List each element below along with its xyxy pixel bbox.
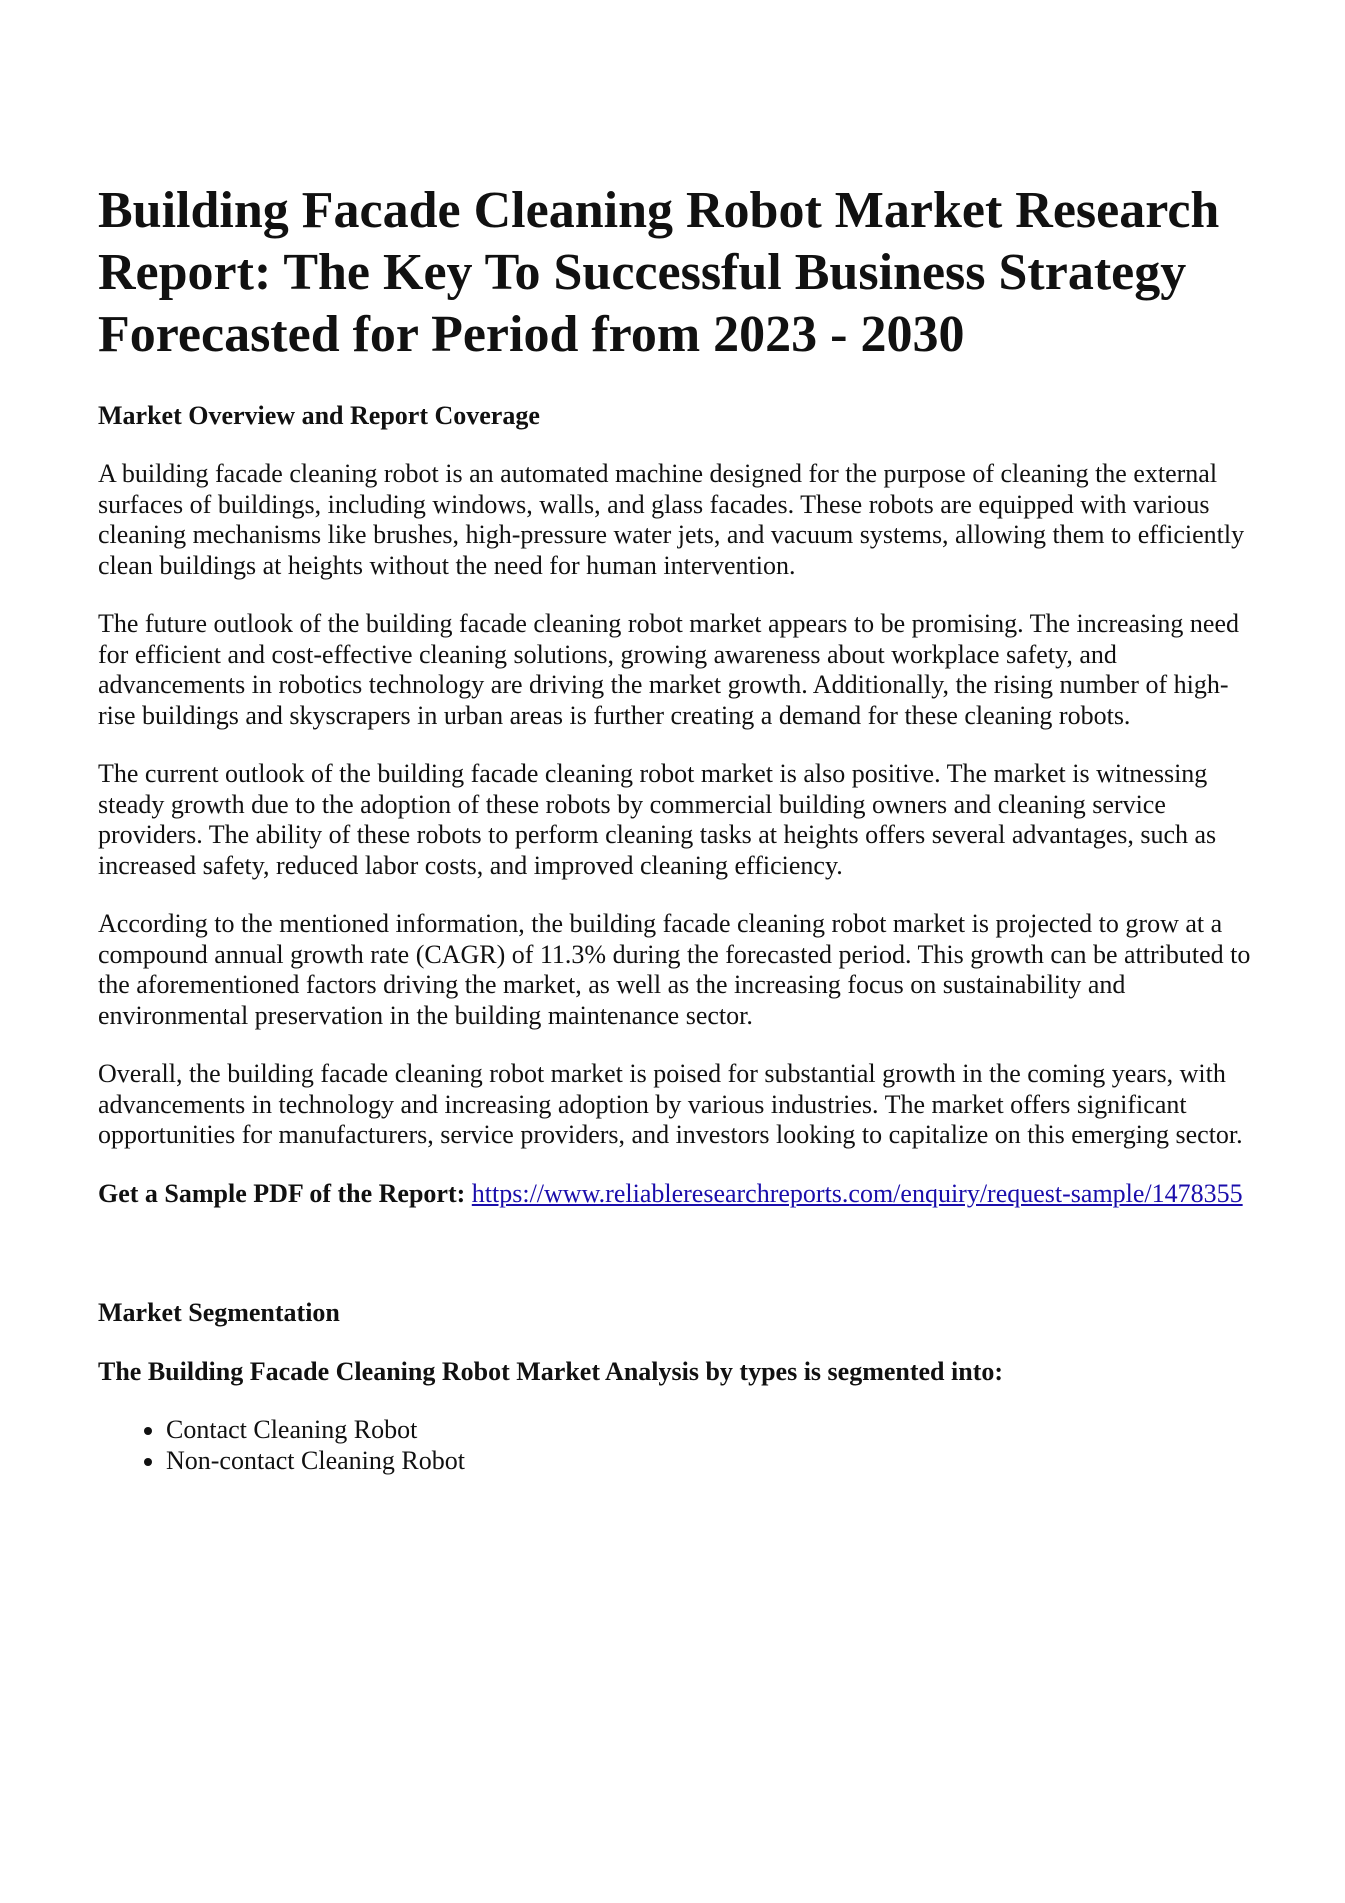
- overview-paragraph-3: The current outlook of the building facade cleaning robot market is also positive. The market is witnessing steady growth due to the adoption of these robots by commercial building owners and cleaning service providers. The ability of these robots to perform cleaning tasks at heights offers several advantages, such as increased safety, reduced labor costs, and improved cleaning efficiency.: [98, 759, 1217, 880]
- document-page: [98, 180, 1258, 1476]
- segmentation-heading: Market Segmentation: [98, 1298, 340, 1327]
- sample-pdf-link[interactable]: https://www.reliableresearchreports.com/enquiry/request-sample/1478355: [471, 1178, 1243, 1208]
- overview-paragraph-1: A building facade cleaning robot is an automated machine designed for the purpose of cleaning the external surfaces of buildings, including windows, walls, and glass facades. These robots are equipped with various cleaning mechanisms like brushes, high-pressure water jets, and vacuum systems, allowing them to efficiently clean buildings at heights without the need for human intervention.: [98, 459, 1245, 580]
- sample-pdf-line: [98, 1179, 1258, 1210]
- overview-paragraph-4: According to the mentioned information, the building facade cleaning robot market is projected to grow at a compound annual growth rate (CAGR) of 11.3% during the forecasted period. This growth can be attributed to the aforementioned factors driving the market, as well as the increasing focus on sustainability and environmental preservation in the building maintenance sector.: [98, 909, 1251, 1030]
- overview-paragraph-5: Overall, the building facade cleaning robot market is poised for substantial growth in the coming years, with advancements in technology and increasing adoption by various industries. The market offers significant opportunities for manufacturers, service providers, and investors looking to capitalize on this emerging sector.: [98, 1059, 1243, 1149]
- list-item-contact: • Contact Cleaning Robot: [166, 1415, 1258, 1446]
- section-spacer: [98, 1237, 1258, 1297]
- types-list: [98, 1415, 1258, 1476]
- overview-paragraph-2: The future outlook of the building facade cleaning robot market appears to be promising. The increasing need for efficient and cost-effective cleaning solutions, growing awareness about workplace safety, and advancements in robotics technology are driving the market growth. Additionally, the rising number of high-rise buildings and skyscrapers in urban areas is further creating a demand for these cleaning robots.: [98, 609, 1239, 730]
- list-item-non-contact: • Non-contact Cleaning Robot: [166, 1446, 1258, 1477]
- report-title: Building Facade Cleaning Robot Market Research Report: The Key To Successful Business Strategy Forecasted for Period from 2023 - 2030: [98, 182, 1220, 363]
- overview-heading: Market Overview and Report Coverage: [98, 401, 540, 430]
- sample-pdf-label: Get a Sample PDF of the Report:: [98, 1178, 466, 1208]
- types-heading: The Building Facade Cleaning Robot Market Analysis by types is segmented into:: [98, 1357, 1004, 1386]
